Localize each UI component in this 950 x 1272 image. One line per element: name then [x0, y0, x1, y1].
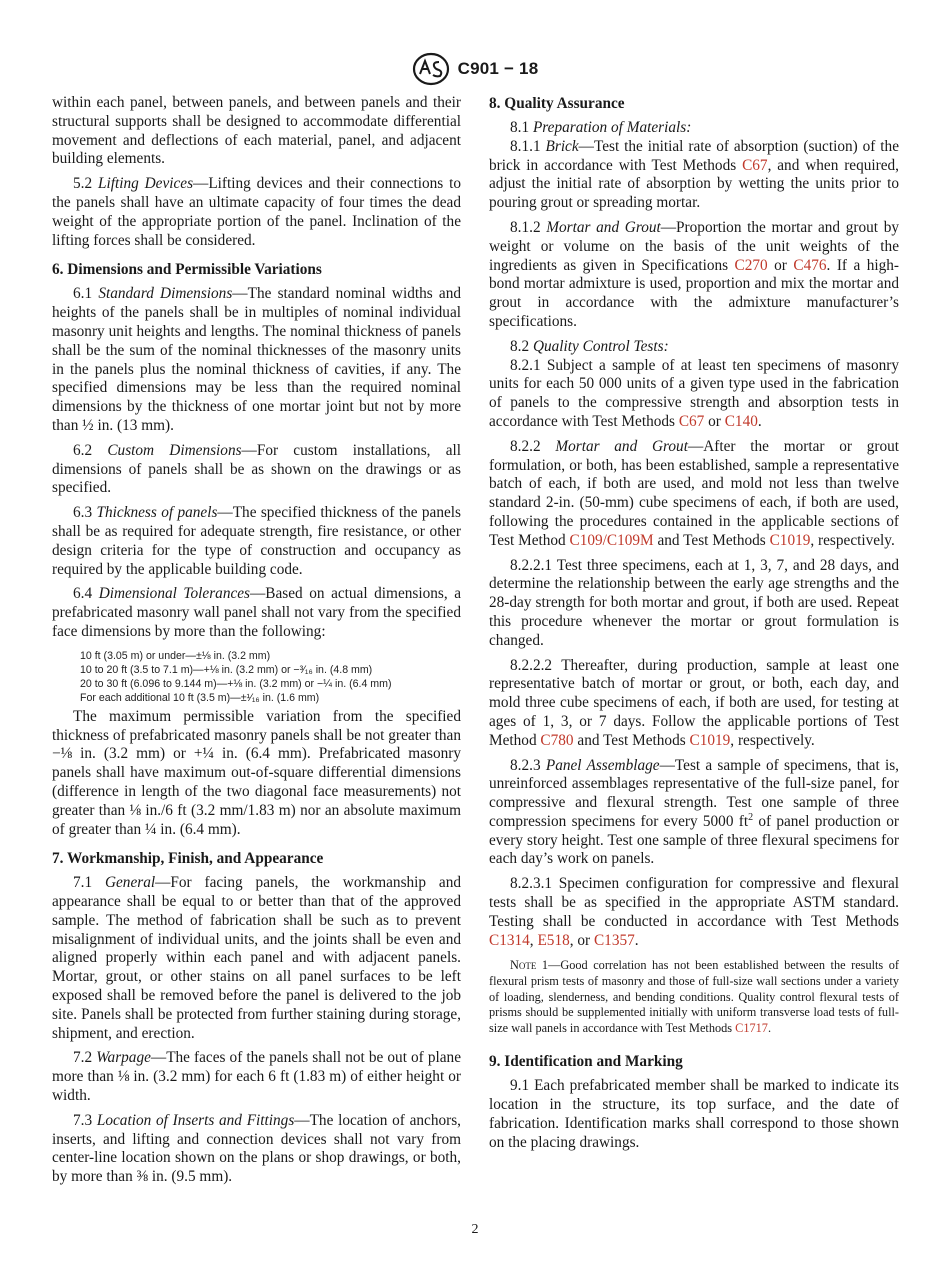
tolerance-item: 10 to 20 ft (3.5 to 7.1 m)—+⅛ in. (3.2 mm) or −³⁄₁₆ in. (4.8 mm) — [80, 663, 373, 676]
paragraph-5-2: 5.2 Lifting Devices—Lifting devices and their connections to the panels shall have an ultimate capacity of four times the dead weight of the appropriate portion of the panel. Inclination of the lifting forces shall be considered. — [52, 175, 461, 249]
ref-c109-link[interactable]: C109/C109M — [569, 531, 654, 549]
paragraph-7-1: 7.1 General—For facing panels, the workmanship and appearance shall be equal to or better than that of the approved sample. The method of fabrication shall be such as to prevent misalignment of individual units, and the joints shall be even and aligned properly within each panel and with adjacent panels. Mortar, grout, or other stains on all panel surfaces to be left exposed shall be removed before the panel is delivered to the job site. Panels shall be protected from further staining during storage, shipment, and erection. — [52, 874, 462, 1042]
paragraph-8-1-2: 8.1.2 Mortar and Grout—Proportion the mortar and grout by weight or volume on the basis of the unit weights of the ingredients as given in Specifications C270 or C476. If a high-bond mortar admixture is used, proportion and mix the mortar and grout in accordance with the admixture manufacturer’s specifications. — [489, 218, 899, 330]
paragraph-8-2-1: 8.2.1 Subject a sample of at least ten specimens of masonry units for each 50 000 units of a given type used in the fabrication of panels to the compressive strength and absorption tests in accordance with Test Methods C67 or C140. — [489, 356, 899, 430]
tolerance-item: 20 to 30 ft (6.096 to 9.144 m)—+⅛ in. (3.2 mm) or −¼ in. (6.4 mm) — [80, 677, 392, 690]
ref-e518-link[interactable]: E518 — [537, 931, 570, 949]
ref-c67-link[interactable]: C67 — [678, 412, 705, 430]
ref-c67-link[interactable]: C67 — [742, 156, 768, 174]
paragraph-8-2-2-2: 8.2.2.2 Thereafter, during production, sample at least one representative batch of mortar or grout, or both, each day, and mold three cube specimens of each, if both are used, for testing at ages of 1, 3, or 7 days. Follow the applicable portions of Test Method C780 and Test Methods C1019, respectively. — [489, 656, 899, 749]
paragraph-5-1-continued: within each panel, between panels, and between panels and their structural supports shall be designed to accommodate differential movement and deflections of each material, panel, and adjacent building elements. — [52, 94, 461, 168]
paragraph-8-2-2: 8.2.2 Mortar and Grout—After the mortar or grout formulation, or both, has been established, sample a representative batch of each, if both are used, and mold not less than twelve standard 2-in. (50-mm) cube specimens of each, if both are used, following the procedures contained in the applicable sections of Test Method C109/C109M and Test Methods C1019, respectively. — [489, 437, 899, 549]
page-header — [0, 52, 950, 86]
ref-c1314-link[interactable]: C1314 — [489, 931, 530, 949]
tolerance-item: For each additional 10 ft (3.5 m)—±¹⁄₁₆ in. (1.6 mm) — [80, 691, 320, 704]
ref-c270-link[interactable]: C270 — [734, 256, 768, 274]
document-code: C901 − 18 — [457, 59, 539, 78]
paragraph-6-2: 6.2 Custom Dimensions—For custom installations, all dimensions of panels shall be as shown on the drawings or as specified. — [52, 441, 461, 497]
ref-c1717-link[interactable]: C1717 — [735, 1020, 768, 1035]
section-8-heading: 8. Quality Assurance — [489, 95, 625, 112]
section-9-heading: 9. Identification and Marking — [489, 1053, 683, 1071]
ref-c140-link[interactable]: C140 — [724, 412, 758, 430]
ref-c476-link[interactable]: C476 — [793, 256, 827, 274]
ref-c1019-link[interactable]: C1019 — [689, 731, 731, 749]
paragraph-7-2: 7.2 Warpage—The faces of the panels shall not be out of plane more than ⅛ in. (3.2 mm) for each 6 ft (1.83 m) of either height or width. — [52, 1049, 461, 1105]
paragraph-8-1: 8.1 Preparation of Materials: — [510, 119, 692, 136]
paragraph-8-2-2-1: 8.2.2.1 Test three specimens, each at 1, 3, 7, and 28 days, and determine the relationship between the early age strengths and the 28-day strength for both mortar and grout, if both are used. Repeat this procedure whenever the mortar or grout formulation is changed. — [489, 556, 899, 649]
section-6-heading: 6. Dimensions and Permissible Variations — [52, 261, 322, 279]
section-7-heading: 7. Workmanship, Finish, and Appearance — [52, 850, 324, 868]
tolerance-item: 10 ft (3.05 m) or under—±⅛ in. (3.2 mm) — [80, 649, 271, 662]
paragraph-8-2-3: 8.2.3 Panel Assemblage—Test a sample of specimens, that is, unreinforced assemblages representative of the full-size panel, for compressive and flexural strength. Test one sample of three compression specimens for every 5000 $ft^2$ of panel production or every story height. Test one sample of three flexural specimens for each day’s work on panels. — [489, 756, 899, 868]
ref-c780-link[interactable]: C780 — [540, 731, 574, 749]
paragraph-6-4: 6.4 Dimensional Tolerances—Based on actual dimensions, a prefabricated masonry wall panel shall not vary from the specified face dimensions by more than the following: — [52, 585, 462, 640]
paragraph-7-3: 7.3 Location of Inserts and Fittings—The location of anchors, inserts, and lifting and connection devices shall not vary from center-line location shown on the plans or shop drawings, or both, by more than ⅜ in. (9.5 mm). — [52, 1111, 461, 1186]
note-1: Note 1—Good correlation has not been established between the results of flexural prism tests of masonry and those of full-size wall sections under a variety of loading, slenderness, and bending conditions. Quality control flexural tests of prisms should be supplemented initially with uniform transverse load tests of full-size wall panels in accordance with Test Methods C1717. — [489, 958, 899, 1035]
left-column — [52, 94, 461, 1187]
paragraph-8-2: 8.2 Quality Control Tests: — [510, 337, 669, 355]
paragraph-6-3: 6.3 Thickness of panels—The specified thickness of the panels shall be as required for adequate strength, fire resistance, or other design criteria for the type of construction and occupancy as required by the applicable building code. — [52, 504, 461, 578]
right-column — [489, 94, 899, 1153]
ref-c1357-link[interactable]: C1357 — [593, 931, 635, 949]
astm-logo-icon — [412, 52, 450, 86]
paragraph-6-1: 6.1 Standard Dimensions—The standard nominal widths and heights of the panels shall be in multiples of nominal individual masonry unit heights and lengths. The nominal thickness of panels shall be the sum of the nominal thicknesses of the masonry units in the panels plus the nominal thickness of cavities, if any. The specified dimensions may be less than the required nominal dimensions by the thickness of one mortar joint but not by more than ½ in. (13 mm). — [52, 285, 461, 434]
ref-c1019-link[interactable]: C1019 — [769, 531, 811, 549]
paragraph-8-2-3-1: 8.2.3.1 Specimen configuration for compressive and flexural tests shall be as specified in the appropriate ASTM standard. Testing shall be conducted in accordance with Test Methods C1314, E518, or C1357. — [489, 875, 899, 949]
paragraph-9-1: 9.1 Each prefabricated member shall be marked to indicate its location in the structure, its top surface, and the date of fabrication. Identification marks shall correspond to those shown on the placing drawings. — [489, 1077, 899, 1151]
page-number: 2 — [471, 1222, 479, 1237]
paragraph-max-variation: The maximum permissible variation from the specified thickness of prefabricated masonry panels shall be not greater than −⅛ in. (3.2 mm) or +¼ in. (6.4 mm). Prefabricated masonry panels shall have maximum out-of-square differential dimensions (difference in length of the two diagonal face measurements) not greater than ⅛ in./6 ft (3.2 mm/1.83 m) nor an absolute maximum of greater than ¼ in. (6.4 mm). — [52, 707, 461, 838]
tolerance-list — [80, 649, 461, 705]
paragraph-8-1-1: 8.1.1 Brick—Test the initial rate of absorption (suction) of the brick in accordance with Test Methods C67, and when required, adjust the initial rate of absorption by wetting the units prior to pouring grout or spreading mortar. — [489, 137, 900, 212]
